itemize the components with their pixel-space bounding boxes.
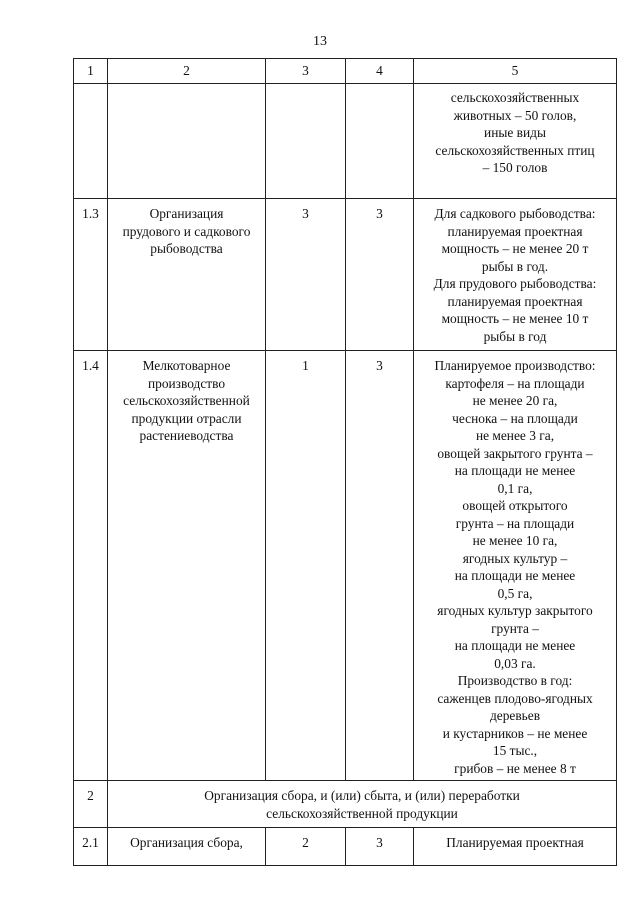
page-number: 13 bbox=[313, 34, 327, 49]
cell-text-line: Производство в год: bbox=[457, 673, 573, 688]
cell-text-line: картофеля – на площади bbox=[445, 375, 585, 391]
cell-text-line: животных – 50 голов, bbox=[453, 107, 577, 123]
row-number-cell bbox=[74, 84, 108, 199]
cell-text-line: Организация bbox=[149, 206, 224, 221]
cell-text-line: овощей закрытого грунта – bbox=[437, 445, 593, 461]
header-cell: 4 bbox=[346, 59, 414, 84]
cell-text-line: Для садкового рыбоводства: bbox=[434, 206, 596, 221]
table-row bbox=[74, 199, 617, 351]
cell-text-line: грунта – bbox=[491, 620, 539, 636]
header-cell: 1 bbox=[74, 59, 108, 84]
activity-name-cell: Организация сбора, bbox=[108, 828, 266, 866]
table-row bbox=[74, 84, 617, 199]
cell-text-line: сельскохозяйственной bbox=[123, 393, 250, 408]
cell-text-line: рыбы в год. bbox=[481, 258, 549, 274]
row-number-cell: 2.1 bbox=[74, 828, 108, 866]
cell-text-line: растениеводства bbox=[139, 428, 234, 443]
header-cell: 3 bbox=[266, 59, 346, 84]
cell-text-line: рыбоводства bbox=[150, 241, 223, 256]
cell-text-line: планируемая проектная bbox=[447, 293, 583, 309]
column-4-cell: 3 bbox=[346, 199, 414, 351]
table-row bbox=[74, 828, 617, 866]
cell-text-line: сельскохозяйственной продукции bbox=[266, 805, 458, 821]
column-3-cell: 1 bbox=[266, 351, 346, 781]
section-row bbox=[74, 781, 617, 828]
column-3-cell: 3 bbox=[266, 199, 346, 351]
cell-text-line: – 150 голов bbox=[482, 160, 548, 175]
cell-text-line: грибов – не менее 8 т bbox=[454, 760, 576, 776]
cell-text-line: мощность – не менее 20 т bbox=[441, 241, 589, 256]
cell-text-line: деревьев bbox=[489, 708, 541, 723]
column-3-cell bbox=[266, 84, 346, 199]
cell-text-line: чеснока – на площади bbox=[452, 410, 578, 426]
description-cell: Планируемая проектная bbox=[414, 828, 617, 866]
cell-text-line: мощность – не менее 10 т bbox=[441, 311, 589, 326]
cell-text-line: овощей открытого bbox=[462, 498, 568, 513]
cell-text-line: Для прудового рыбоводства: bbox=[433, 276, 597, 291]
cell-text-line: 15 тыс., bbox=[492, 743, 538, 758]
cell-text-line: планируемая проектная bbox=[447, 223, 583, 239]
row-number-cell: 1.4 bbox=[74, 351, 108, 781]
cell-text-line: 0,5 га, bbox=[497, 585, 533, 601]
cell-text-line: 0,03 га. bbox=[494, 655, 536, 671]
cell-text-line: производство bbox=[147, 375, 226, 391]
row-number-cell: 1.3 bbox=[74, 199, 108, 351]
cell-text-line: грунта – на площади bbox=[455, 515, 575, 531]
section-title-cell bbox=[108, 781, 617, 828]
cell-text-line: не менее 20 га, bbox=[472, 393, 558, 408]
column-4-cell bbox=[346, 84, 414, 199]
cell-text-line: иные виды bbox=[484, 125, 546, 140]
description-cell bbox=[414, 199, 617, 351]
column-4-cell: 3 bbox=[346, 351, 414, 781]
cell-text-line: на площади не менее bbox=[454, 638, 576, 653]
description-cell bbox=[414, 351, 617, 781]
document-table bbox=[73, 58, 617, 866]
column-3-cell: 2 bbox=[266, 828, 346, 866]
cell-text-line: рыбы в год bbox=[483, 328, 547, 344]
header-cell: 5 bbox=[414, 59, 617, 84]
column-4-cell: 3 bbox=[346, 828, 414, 866]
activity-name-cell bbox=[108, 199, 266, 351]
activity-name-cell bbox=[108, 351, 266, 781]
cell-text-line: Организация сбора, и (или) сбыта, и (или) переработки bbox=[204, 788, 520, 803]
cell-text-line: не менее 10 га, bbox=[472, 533, 558, 548]
activity-name-cell bbox=[108, 84, 266, 199]
cell-text-line: Планируемое производство: bbox=[434, 358, 596, 373]
cell-text-line: ягодных культур закрытого bbox=[437, 603, 593, 618]
table-row bbox=[74, 351, 617, 781]
cell-text-line: Мелкотоварное bbox=[142, 358, 231, 373]
cell-text-line: на площади не менее bbox=[454, 568, 576, 583]
description-cell bbox=[414, 84, 617, 199]
cell-text-line: не менее 3 га, bbox=[475, 428, 555, 443]
cell-text-line: ягодных культур – bbox=[462, 550, 568, 566]
cell-text-line: прудового и садкового bbox=[122, 223, 251, 239]
cell-text-line: саженцев плодово-ягодных bbox=[437, 690, 593, 706]
header-cell: 2 bbox=[108, 59, 266, 84]
section-number-cell: 2 bbox=[74, 781, 108, 828]
table-header-row bbox=[74, 59, 617, 84]
cell-text-line: и кустарников – не менее bbox=[442, 725, 588, 741]
cell-text-line: на площади не менее bbox=[454, 463, 576, 478]
cell-text-line: сельскохозяйственных bbox=[450, 90, 580, 105]
cell-text-line: сельскохозяйственных птиц bbox=[435, 142, 595, 158]
cell-text-line: продукции отрасли bbox=[131, 410, 242, 426]
cell-text-line: 0,1 га, bbox=[497, 480, 533, 496]
